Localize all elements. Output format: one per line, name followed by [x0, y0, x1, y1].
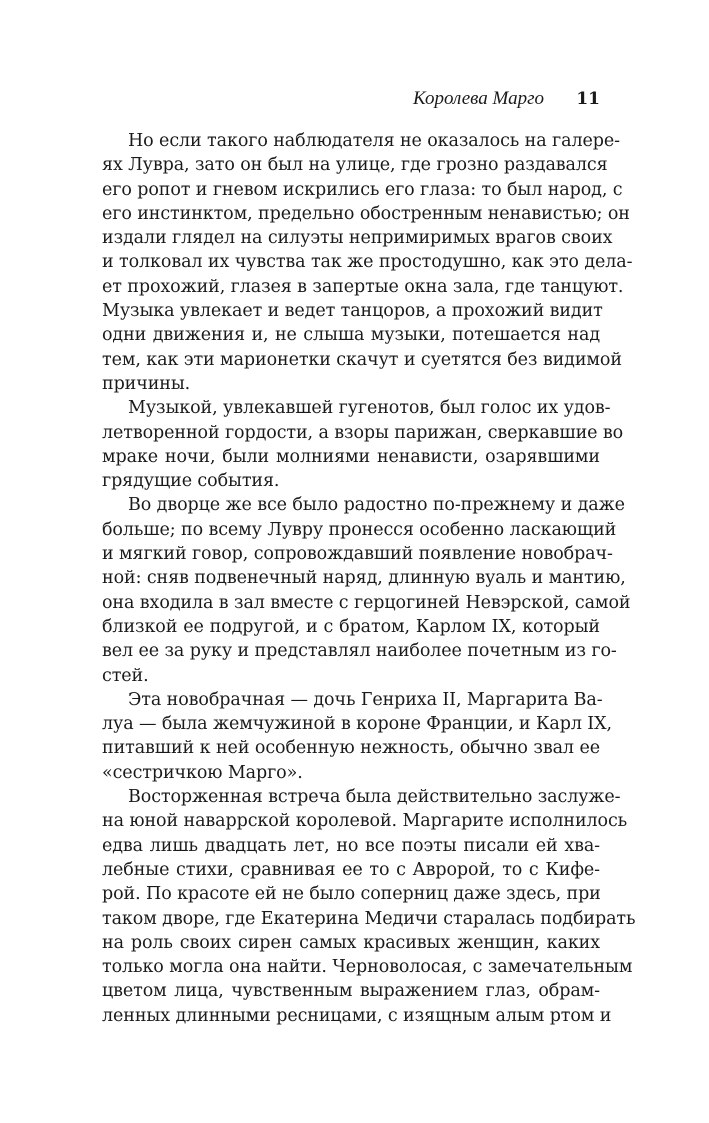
running-title: Королева Марго	[413, 88, 544, 109]
text-line: рой. По красоте ей не было соперниц даже здесь, при	[102, 884, 601, 905]
text-line: лебные стихи, сравнивая ее то с Авророй, то с Кифе-	[102, 859, 600, 880]
text-line: на юной наваррской королевой. Маргарите исполнилось	[102, 811, 628, 832]
text-line: летворенной гордости, а взоры парижан, сверкавшие во	[102, 422, 624, 443]
text-line: грядущие события.	[102, 471, 280, 492]
text-line: ной: сняв подвенечный наряд, длинную вуаль и мантию,	[102, 568, 626, 589]
text-line: его ропот и гневом искрились его глаза: то был народ, с	[102, 179, 623, 200]
text-line: только могла она найти. Черноволосая, с замечательным	[102, 957, 633, 978]
text-line: Музыка увлекает и ведет танцоров, а прохожий видит	[102, 301, 603, 322]
text-line: стей.	[102, 665, 149, 686]
text-line: мраке ночи, были молниями ненависти, озарявшими	[102, 446, 600, 467]
text-line: она входила в зал вместе с герцогиней Невэрской, самой	[102, 592, 631, 613]
paragraph-2	[102, 396, 624, 493]
text-line: таком дворе, где Екатерина Медичи старалась подбирать	[102, 908, 636, 929]
text-line: питавший к ней особенную нежность, обычно звал ее	[102, 738, 600, 759]
paragraph-5	[102, 785, 636, 1028]
text-line: его инстинктом, предельно обостренным ненавистью; он	[102, 203, 630, 224]
text-line: и мягкий говор, сопровождавший появление новобрач-	[102, 544, 613, 565]
text-line: близкой ее подругой, и с братом, Карлом IX, который	[102, 616, 600, 637]
text-line: больше; по всему Лувру пронесся особенно ласкающий	[102, 519, 617, 540]
page-number: 11	[576, 89, 600, 109]
text-line: и толковал их чувства так же простодушно, как это дела-	[102, 252, 633, 273]
text-line: издали глядел на силуэты непримиримых врагов своих	[102, 228, 613, 249]
paragraph-4	[102, 688, 612, 785]
text-line: одни движения и, не слыша музыки, потешается над	[102, 325, 600, 346]
paragraph-1	[102, 129, 633, 396]
text-line: Восторженная встреча была действительно заслуже-	[128, 787, 621, 808]
text-line: цветом лица, чувственным выражением глаз, обрам-	[102, 981, 600, 1002]
text-line: на роль своих сирен самых красивых женщин, каких	[102, 932, 600, 953]
text-line: Во дворце же все было радостно по-прежнему и даже	[128, 495, 625, 516]
text-line: луа — была жемчужиной в короне Франции, и Карл IX,	[102, 714, 612, 735]
text-line: тем, как эти марионетки скачут и суетятся без видимой	[102, 349, 622, 370]
text-line: ет прохожий, глазея в запертые окна зала, где танцуют.	[102, 276, 624, 297]
text-line: Эта новобрачная — дочь Генриха II, Маргарита Ва-	[128, 689, 603, 710]
text-line: ленных длинными ресницами, с изящным алым ртом и	[102, 1005, 612, 1026]
body-text	[102, 129, 636, 1028]
text-line: причины.	[102, 373, 191, 394]
text-line: вел ее за руку и представлял наиболее почетным из го-	[102, 641, 617, 662]
text-line: Музыкой, увлекавшей гугенотов, был голос их удов-	[128, 398, 611, 419]
text-line: ях Лувра, зато он был на улице, где грозно раздавался	[102, 155, 608, 176]
text-line: «сестричкою Марго».	[102, 762, 303, 783]
paragraph-3	[102, 493, 631, 687]
text-line: Но если такого наблюдателя не оказалось на галере-	[128, 131, 620, 151]
text-line: едва лишь двадцать лет, но все поэты писали ей хва-	[102, 835, 600, 856]
running-head	[102, 86, 600, 112]
